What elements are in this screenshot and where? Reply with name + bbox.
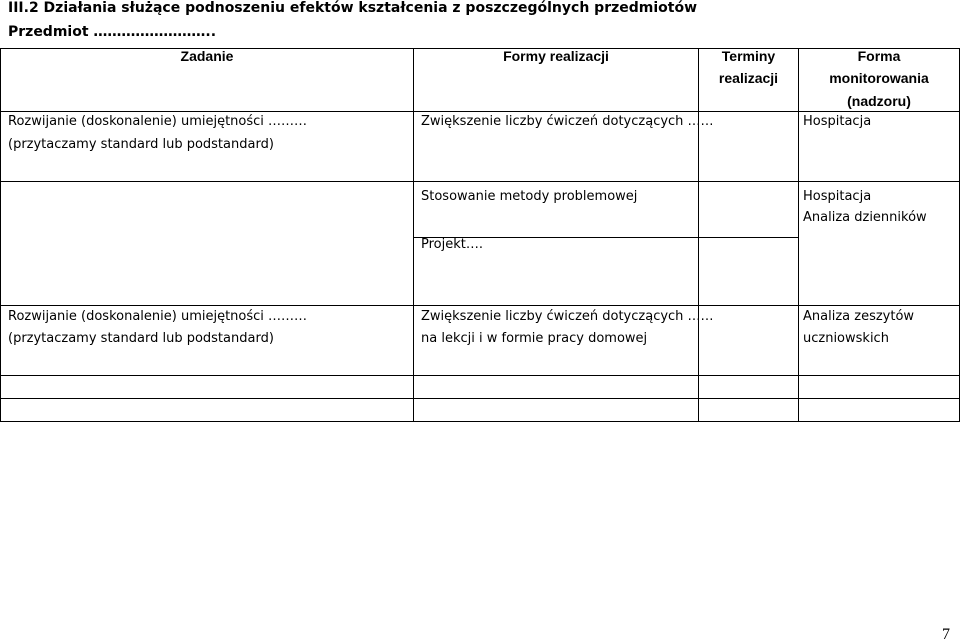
header-monitoring-2: monitorowania: [829, 70, 929, 86]
row1-task-line2: (przytaczamy standard lub podstandard): [8, 137, 274, 152]
row3-monitoring-line1: Analiza zeszytów: [803, 309, 915, 324]
row-divider: [0, 398, 960, 399]
row3-forms-line1: Zwiększenie liczby ćwiczeń dotyczących ……: [421, 309, 714, 324]
subject-label: Przedmiot ……………………..: [8, 24, 217, 40]
row2-forms-line1: Stosowanie metody problemowej: [421, 189, 638, 204]
header-monitoring-1: Forma: [857, 48, 901, 64]
row1-forms-line1: Zwiększenie liczby ćwiczeń dotyczących ……: [421, 114, 714, 129]
section-title: III.2 Działania służące podnoszeniu efektów kształcenia z poszczególnych przedmiotów: [8, 0, 698, 16]
row1-task-line1: Rozwijanie (doskonalenie) umiejętności ………: [8, 114, 308, 129]
row3-monitoring-line2: uczniowskich: [803, 331, 889, 346]
row-divider: [0, 375, 960, 376]
column-divider: [413, 48, 414, 422]
header-deadlines-1: Terminy: [721, 48, 776, 64]
column-divider: [698, 48, 699, 422]
row3-forms-line2: na lekcji i w formie pracy domowej: [421, 331, 648, 346]
header-forms: Formy realizacji: [503, 48, 609, 64]
row1-monitoring-line1: Hospitacja: [803, 114, 872, 129]
page-number: 7: [942, 626, 950, 643]
row2-monitoring-line1: Hospitacja: [803, 189, 872, 204]
table-border-bottom: [0, 421, 960, 422]
row2-monitoring-line2: Analiza dzienników: [803, 210, 927, 225]
row-divider: [0, 181, 960, 182]
header-task: Zadanie: [180, 48, 234, 64]
table-border-left: [0, 48, 1, 422]
row3-task-line2: (przytaczamy standard lub podstandard): [8, 331, 274, 346]
row2-forms-line2: Projekt….: [421, 237, 483, 252]
header-deadlines-2: realizacji: [718, 70, 779, 86]
actions-table: [0, 48, 960, 422]
row3-task-line1: Rozwijanie (doskonalenie) umiejętności ………: [8, 309, 308, 324]
header-monitoring-3: (nadzoru): [847, 93, 911, 109]
